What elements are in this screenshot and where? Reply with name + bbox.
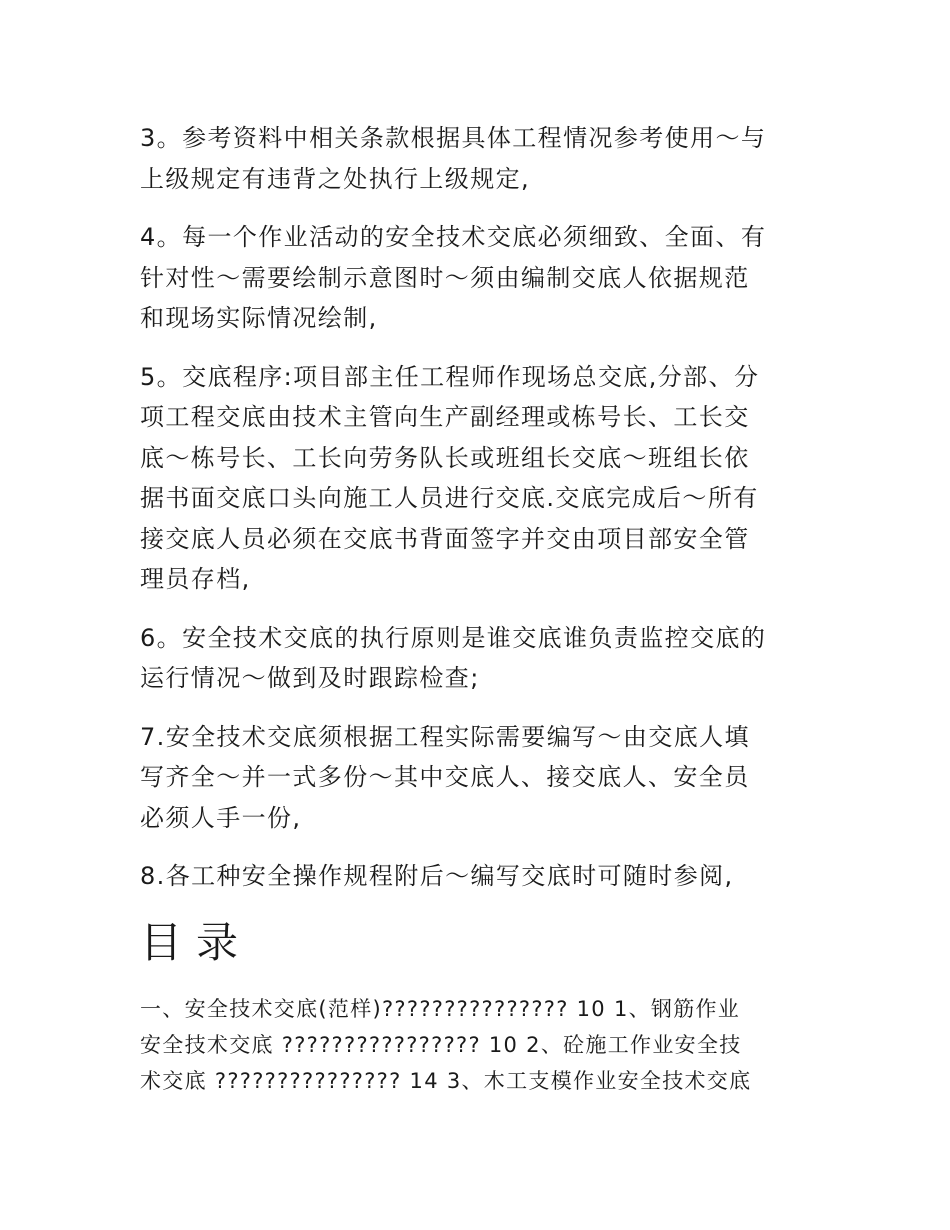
text-line: 写齐全～并一式多份～其中交底人、接交底人、安全员 (140, 763, 750, 791)
text-line: 5。交底程序:项目部主任工程师作现场总交底,分部、分 (140, 362, 760, 391)
toc-line: 安全技术交底 ???????????????? 10 2、砼施工作业安全技 (140, 1032, 742, 1057)
toc-line: 术交底 ??????????????? 14 3、木工支模作业安全技术交底 (140, 1068, 752, 1093)
text-line: 3。参考资料中相关条款根据具体工程情况参考使用～与 (140, 124, 767, 152)
text-line: 据书面交底口头向施工人员进行交底.交底完成后～所有 (140, 484, 759, 512)
text-line: 6。安全技术交底的执行原则是谁交底谁负责监控交底的 (140, 623, 767, 652)
text-line: 4。每一个作业活动的安全技术交底必须细致、全面、有 (140, 223, 767, 251)
document-body (140, 118, 820, 1099)
text-line: 7.安全技术交底须根据工程实际需要编写～由交底人填 (140, 722, 750, 751)
table-of-contents (140, 991, 820, 1099)
text-line: 和现场实际情况绘制, (140, 304, 378, 332)
text-line: 理员存档, (140, 565, 251, 593)
toc-heading: 目录 (140, 917, 253, 967)
text-line: 针对性～需要绘制示意图时～须由编制交底人依据规范 (140, 263, 750, 292)
text-line: 项工程交底由技术主管向生产副经理或栋号长、工长交 (140, 403, 750, 431)
toc-line: 一、安全技术交底(范样)??????????????? 10 1、钢筋作业 (140, 996, 741, 1021)
text-line: 运行情况～做到及时跟踪检查; (140, 664, 480, 692)
paragraph-4 (140, 217, 820, 339)
paragraph-3 (140, 118, 820, 199)
paragraph-8 (140, 856, 820, 897)
text-line: 接交底人员必须在交底书背面签字并交由项目部安全管 (140, 524, 750, 553)
paragraph-6 (140, 618, 820, 699)
text-line: 必须人手一份, (140, 803, 302, 832)
text-line: 底～栋号长、工长向劳务队长或班组长交底～班组长依 (140, 443, 750, 472)
paragraph-7 (140, 717, 820, 839)
paragraph-5 (140, 357, 820, 600)
text-line: 上级规定有违背之处执行上级规定, (140, 164, 531, 193)
text-line: 8.各工种安全操作规程附后～编写交底时可随时参阅, (140, 862, 734, 890)
